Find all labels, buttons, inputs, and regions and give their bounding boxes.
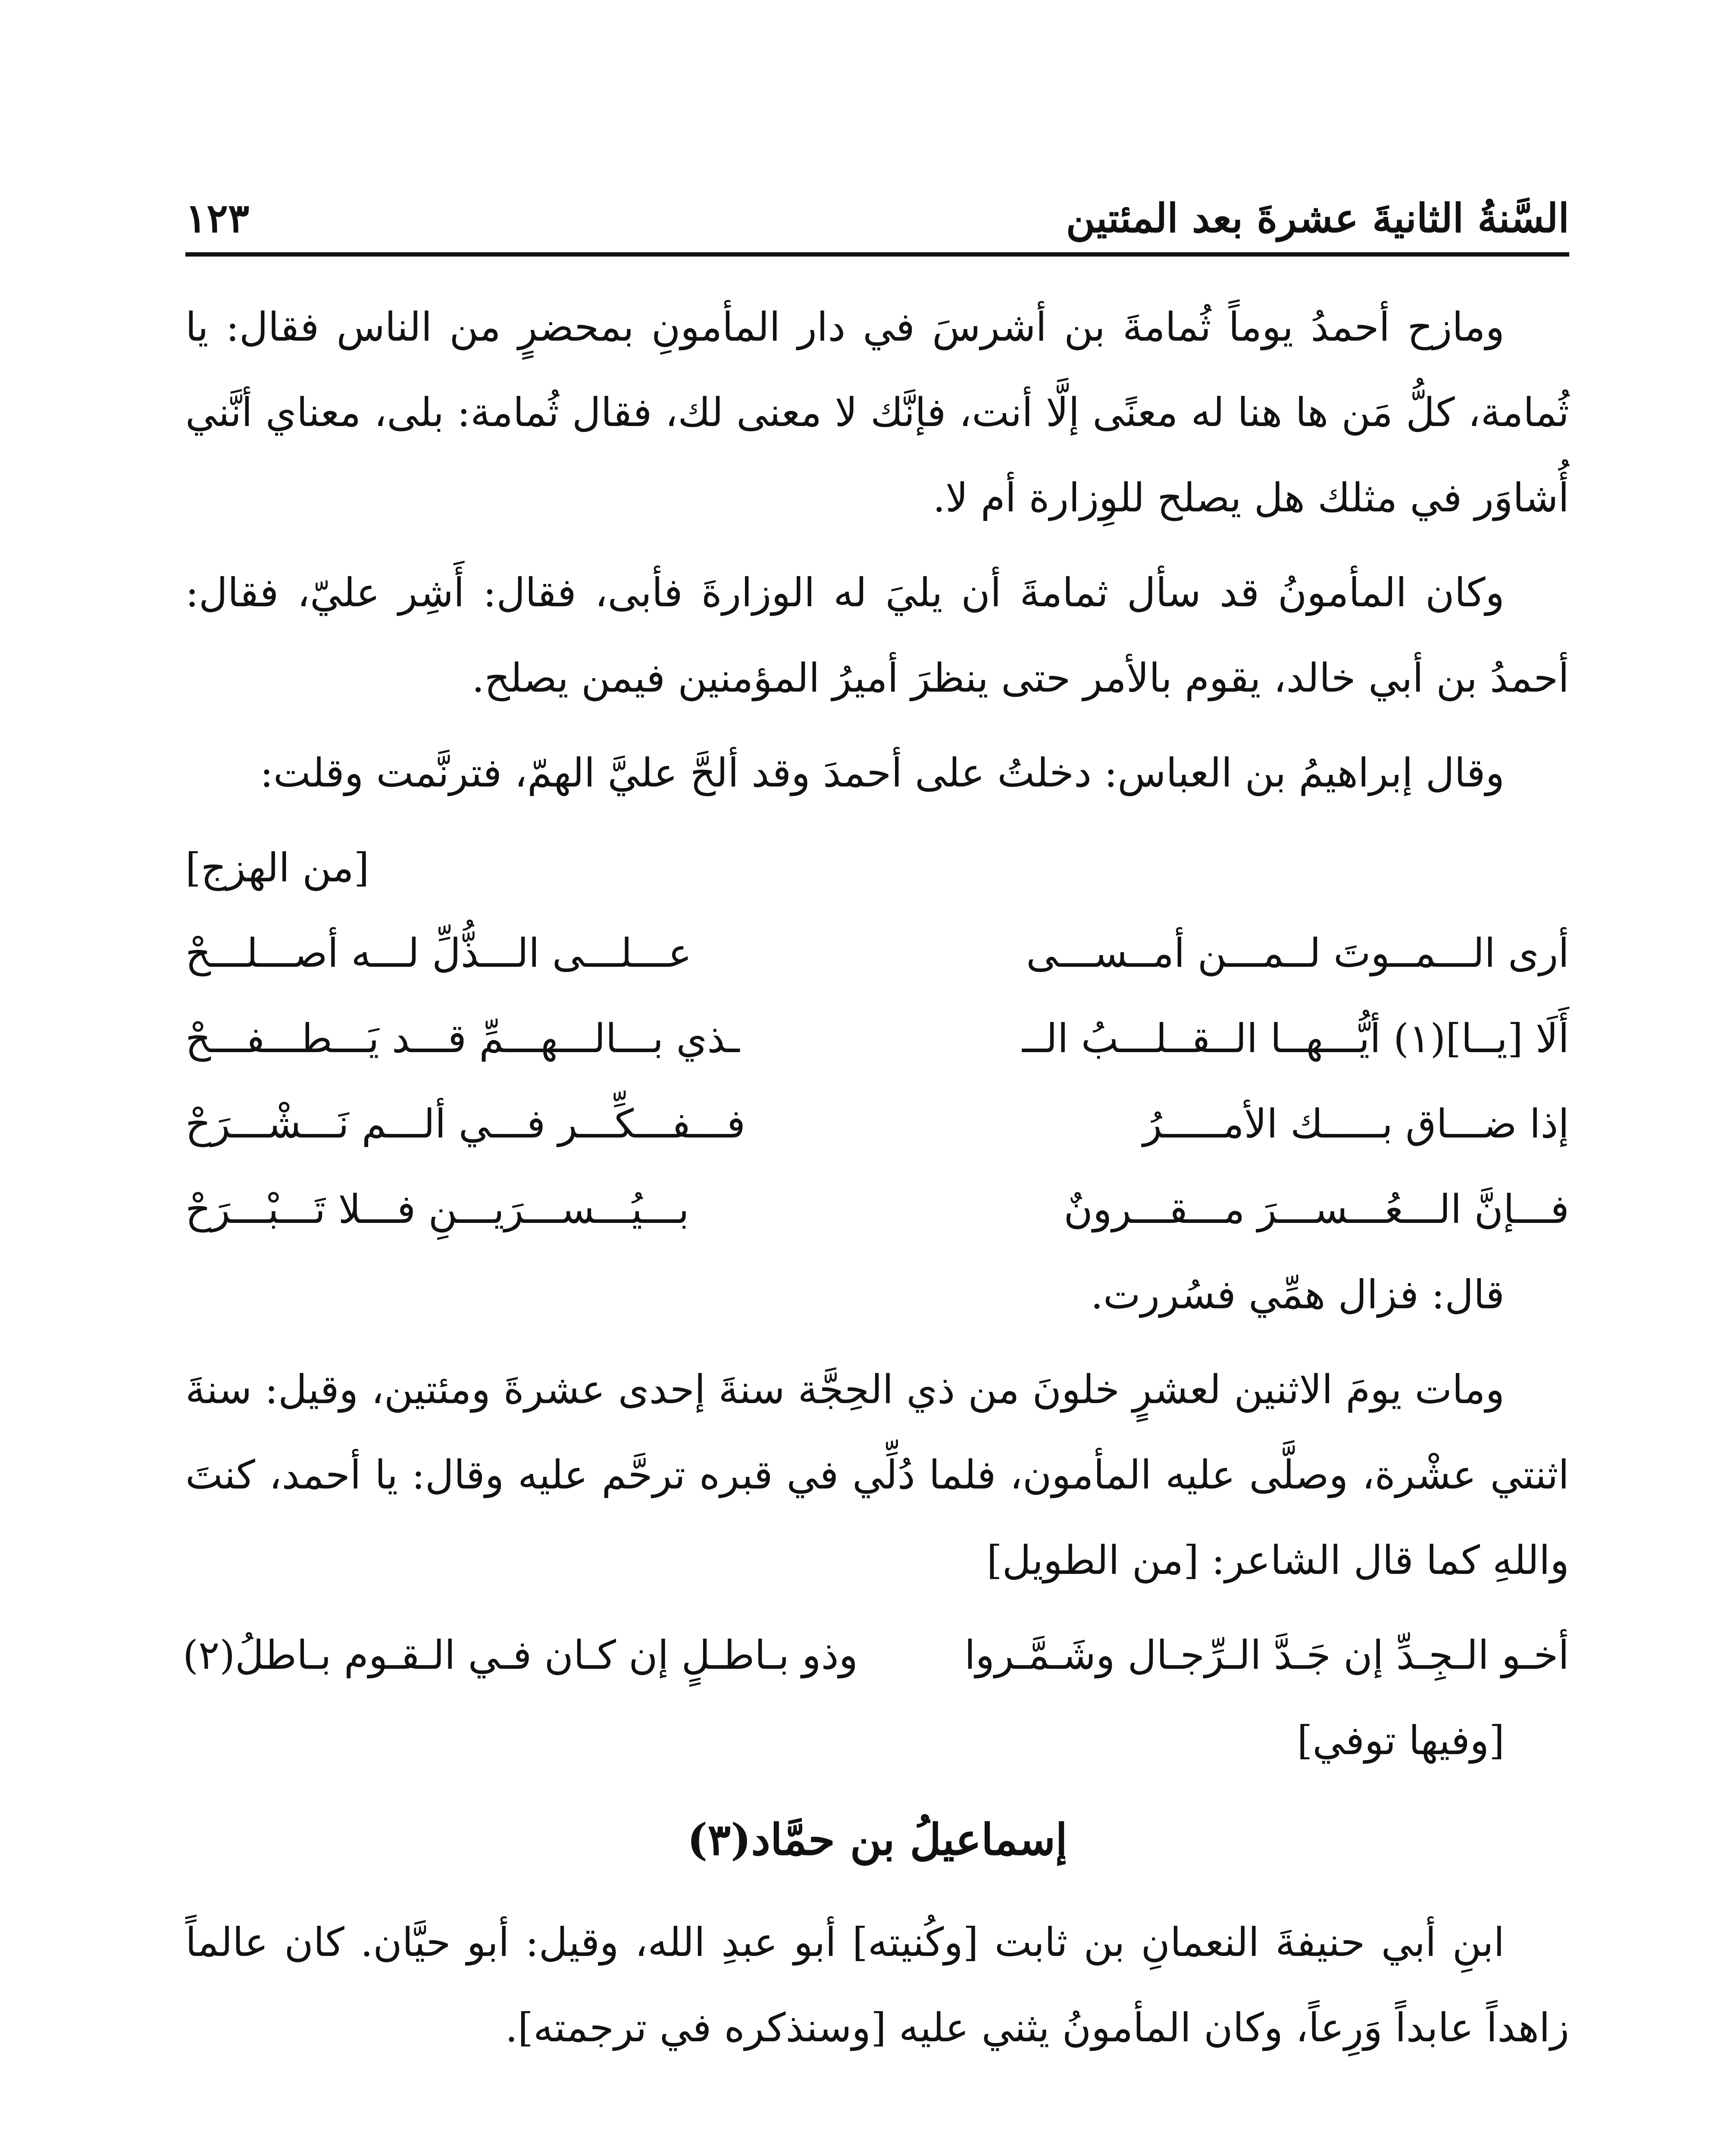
- verse-line: [185, 911, 1569, 996]
- verse-second-hemistich: بـــيُـــســـرَيـــنِ فـــلا تَـــبْـــرَحْ: [185, 1186, 689, 1232]
- verse-first-hemistich: أَلَا [يــا](١) أيُّـــهــا الــقــلـــبُ الــ: [1022, 1015, 1569, 1062]
- verse-first-hemistich: أرى الـــمــوتَ لــمـــن أمــســـى: [1026, 930, 1569, 976]
- paragraph-ismail-bio: ابنِ أبي حنيفةَ النعمانِ بن ثابت [وكُنيته] أبو عبدِ الله، وقيل: أبو حيَّان. كان عالماً زاهداً عابداً وَرِعاً، وكان المأمونُ يثني عليه [وسنذكره في ترجمته].: [185, 1919, 1569, 2051]
- running-title: السَّنةُ الثانيةَ عشرةَ بعد المئتين: [1066, 195, 1569, 241]
- paragraph-death: ومات يومَ الاثنين لعشرٍ خلونَ من ذي الحِجَّة سنةَ إحدى عشرةَ ومئتين، وقيل: سنةَ اثنتي عشْرة، وصلَّى عليه المأمون، فلما دُلِّي في قبره ترحَّم عليه وقال: يا أحمد، كنتَ واللهِ كما قال الشاعر: [من الطويل]: [185, 1366, 1569, 1583]
- verse-line: [185, 1081, 1569, 1167]
- header-divider: [185, 252, 1569, 257]
- verse-line: [185, 1167, 1569, 1252]
- biography-heading: إسماعيلُ بن حمَّاد(٣): [687, 1814, 1067, 1865]
- paragraph-thumama-joke: ومازح أحمدُ يوماً ثُمامةَ بن أشرسَ في دار المأمونِ بمحضرٍ من الناس فقال: يا ثُمامة، كلُّ مَن ها هنا له معنًى إلَّا أنت، فإنَّك لا معنى لك، فقال ثُمامة: بلى، معناي أنَّني أُشاوَر في مثلك هل يصلح للوِزارة أم لا.: [185, 304, 1569, 521]
- running-header: [185, 172, 1569, 241]
- paragraph-ibrahim: وقال إبراهيمُ بن العباس: دخلتُ على أحمدَ وقد ألحَّ عليَّ الهمّ، فترنَّمت وقلت:: [260, 750, 1505, 796]
- verse-first-hemistich: فـــإنَّ الـــعُـــســـرَ مـــقـــرونٌ: [1064, 1186, 1569, 1232]
- verse-line: [185, 996, 1569, 1081]
- page-number: ١٢٣: [185, 195, 250, 241]
- verse-first-hemistich: أخـو الـجِـدِّ إن جَـدَّ الـرِّجـال وشَـمَّـروا: [964, 1632, 1569, 1678]
- section-note-deaths: [وفيها توفي]: [1297, 1717, 1505, 1764]
- verse-second-hemistich: وذو بـاطـلٍ إن كـان فـي الـقـوم بـاطلُ(٢): [182, 1632, 858, 1678]
- verse-second-hemistich: عـــلـــى الـــذُّلِّ لـــه أصـــلـــحْ: [185, 930, 692, 976]
- verse-line-tawil: [182, 1613, 1569, 1698]
- verse-second-hemistich: ـذي بـــالـــهـــمِّ قـــد يَـــطـــفـــحْ: [185, 1015, 740, 1062]
- verse-first-hemistich: إذا ضـــاق بـــــك الأمـــــرُ: [1143, 1101, 1569, 1147]
- main-text: [182, 285, 1569, 2080]
- meter-label-hazaj: [من الهزج]: [185, 845, 369, 891]
- paragraph-vizierate: وكان المأمونُ قد سأل ثمامةَ أن يليَ له الوزارةَ فأبى، فقال: أَشِر عليّ، فقال: أحمدُ بن أبي خالد، يقوم بالأمر حتى ينظرَ أميرُ المؤمنين فيمن يصلح.: [185, 570, 1569, 701]
- paragraph-relief: قال: فزال همِّي فسُررت.: [1090, 1272, 1505, 1318]
- verse-second-hemistich: فـــفـــكِّـــر فـــي ألـــم نَـــشْـــرَحْ: [185, 1101, 746, 1147]
